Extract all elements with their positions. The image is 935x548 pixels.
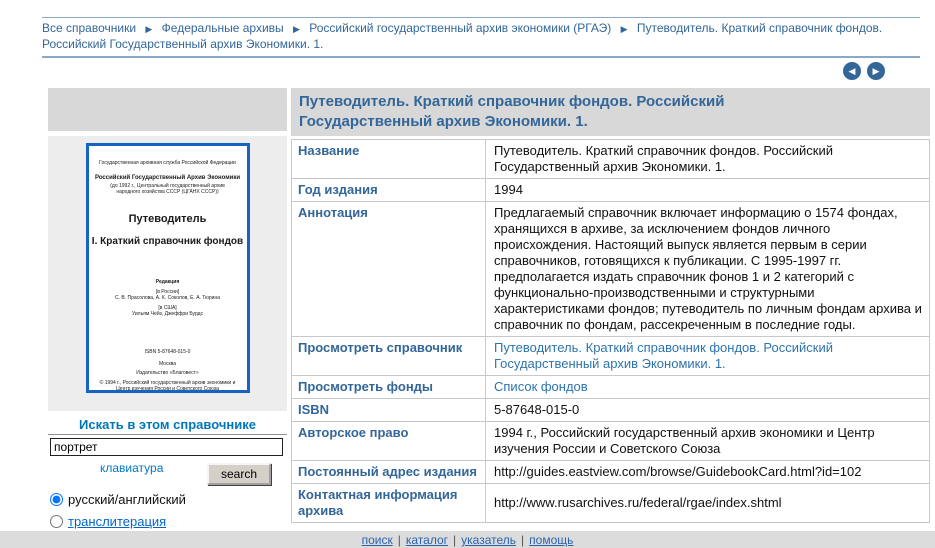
book-cover-image[interactable] [86,143,250,393]
cover-publisher: Издательство «Благовест» [136,370,199,376]
page-title: Путеводитель. Краткий справочник фондов. Российский Государственный архив Экономики. 1. [299,93,725,130]
radio-row-russian-english[interactable] [50,492,287,507]
search-controls-row [48,456,287,485]
cover-editors-ru: С. В. Прасолова, А. К. Соколов, Е. А. Тюрина [114,295,221,301]
row-label-name: Название [292,140,486,179]
breadcrumb-separator-icon: ▶ [620,24,628,34]
pager-nav [0,62,885,80]
row-label-permanent-url: Постоянный адрес издания [292,461,486,484]
sidebar [48,88,287,529]
next-button[interactable] [867,62,885,80]
row-label-view-fonds: Просмотреть фонды [292,376,486,399]
cover-agency-line: Государственная архивная служба Российской Федерации [99,160,236,166]
content-area [48,88,930,529]
row-label-view-guidebook: Просмотреть справочник [292,337,486,376]
cover-editors-us: Уильям Чейз, Джеффри Бурдс [131,311,204,317]
footer-bar [0,531,935,548]
cover-editors-ru-label: [в России] [155,289,180,295]
cover-editors-us-label: [в США] [158,305,177,311]
breadcrumb [42,21,920,52]
next-arrow-icon: ▶ [872,65,880,76]
cover-subtitle: I. Краткий справочник фондов [91,236,244,247]
footer-link-catalog[interactable]: каталог [405,533,449,547]
cover-title: Путеводитель [128,213,207,225]
search-button[interactable]: search [207,463,271,485]
footer-separator: | [521,533,525,547]
cover-copyright: © 1994 г., Российский государственный архив экономики и Центр изучения России и Советского Союза [99,380,236,392]
row-label-isbn: ISBN [292,399,486,422]
keyboard-link[interactable]: клавиатура [100,461,164,475]
main-column [291,88,930,529]
row-value-permanent-url: http://guides.eastview.com/browse/GuidebookCard.html?id=102 [486,461,929,484]
fonds-list-link[interactable]: Список фондов [486,376,929,399]
sidebar-header-bar [48,88,287,131]
breadcrumb-divider [42,56,920,58]
footer-link-index[interactable]: указатель [461,533,517,547]
breadcrumb-item-federal-archives[interactable]: Федеральные архивы [161,21,284,35]
row-value-annotation: Предлагаемый справочник включает информацию о 1574 фондах, хранящихся в архиве, за исключением фондов личного происхождения. Настоящий выпуск является первым в серии справочников, готовящихся к публикации. С 1995-1997 гг. предполагается издать справочник фонов 1 и 2 категорий с функционально-производственными и структурными характеристиками фондов; путеводитель по личным фондам архива и справочник по фондам, рассекреченным в последние годы. [486,202,929,337]
breadcrumb-item-all-guides[interactable]: Все справочники [42,21,137,35]
top-divider [42,17,920,18]
cover-archive-note: (до 1992 г., Центральный государственный архив народного хозяйства СССР (ЦГАНХ СССР)) [110,183,225,195]
row-label-copyright: Авторское право [292,422,486,461]
row-value-name: Путеводитель. Краткий справочник фондов. Российский Государственный архив Экономики. 1. [486,140,929,179]
breadcrumb-item-rgae[interactable]: Российский государственный архив экономики (РГАЭ) [309,21,612,35]
search-section [48,417,287,529]
radio-label-russian-english: русский/английский [68,492,186,507]
footer-link-help[interactable]: помощь [529,533,574,547]
cover-archive-name: Российский Государственный Архив Экономики [94,175,241,181]
search-input[interactable] [50,438,283,456]
footer-separator: | [453,533,457,547]
breadcrumb-separator-icon: ▶ [145,24,153,34]
transliteration-link[interactable]: транслитерация [68,514,167,529]
row-value-isbn: 5-87648-015-0 [486,399,929,422]
cover-editorial-heading: Редакция [155,279,180,285]
radio-row-transliteration[interactable] [50,514,287,529]
radio-russian-english[interactable] [50,493,63,506]
prev-button[interactable] [843,62,861,80]
row-value-copyright: 1994 г., Российский государственный архив экономики и Центр изучения России и Советского Союза [486,422,929,461]
cover-city: Москва [158,361,177,367]
view-guidebook-link[interactable]: Путеводитель. Краткий справочник фондов. Российский Государственный архив Экономики. 1. [486,337,929,376]
row-label-year: Год издания [292,179,486,202]
cover-isbn: ISBN 5-87648-015-0 [144,349,191,355]
search-title-divider [48,434,287,435]
footer-separator: | [397,533,401,547]
breadcrumb-separator-icon: ▶ [293,24,300,34]
cover-panel [48,136,287,411]
breadcrumb-current-page: Путеводитель. Краткий справочник фондов. Российский Государственный архив Экономики. 1. [42,21,883,51]
row-value-year: 1994 [486,179,929,202]
details-table [291,139,930,523]
row-label-annotation: Аннотация [292,202,486,337]
footer-link-search[interactable]: поиск [361,533,393,547]
radio-transliteration[interactable] [50,515,63,528]
row-value-archive-contact: http://www.rusarchives.ru/federal/rgae/index.shtml [494,495,782,510]
prev-arrow-icon: ◀ [848,65,856,76]
search-section-title: Искать в этом справочнике [79,417,256,432]
page-title-bar [291,88,930,136]
row-label-archive-contact: Контактная информация архива [292,484,486,522]
